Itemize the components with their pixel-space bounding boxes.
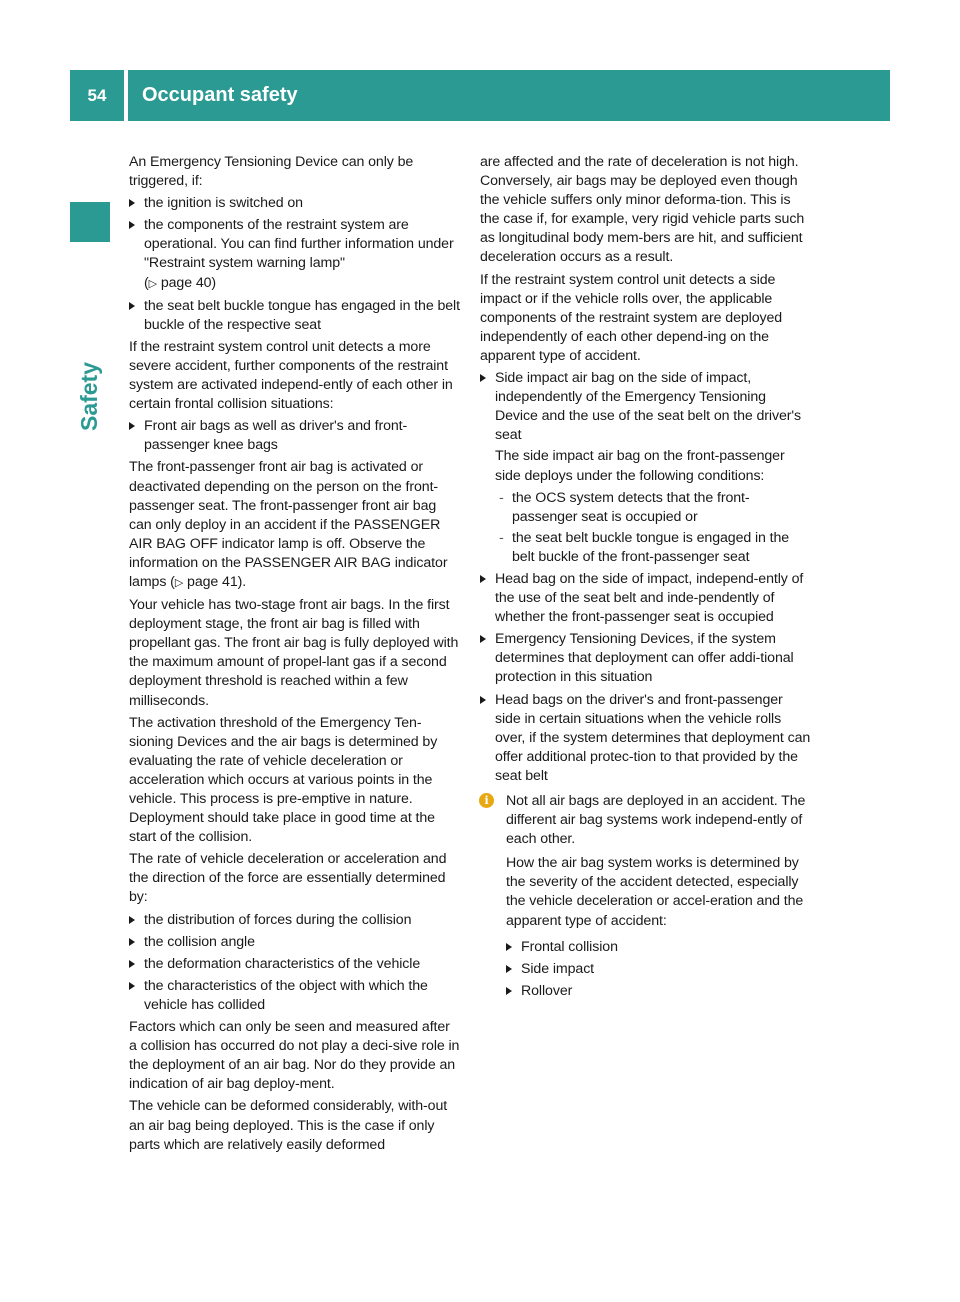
bullet-item: the seat belt buckle tongue has engaged in the belt buckle of the respective seat [129, 297, 461, 335]
page-ref-arrow-icon: ▷ [148, 277, 157, 290]
page-reference-link[interactable]: page 40) [160, 274, 217, 291]
paragraph: Factors which can only be seen and measured after a collision has occurred do not play a deci-sive role in the deployment of an air bag. Nor do they provide an indication of air bag deploy-ment. [129, 1019, 460, 1093]
info-icon: i [479, 793, 494, 808]
bullet-item: the distribution of forces during the collision [129, 911, 461, 930]
right-column [480, 153, 812, 1004]
paragraph: An Emergency Tensioning Device can only be triggered, if: [129, 154, 414, 190]
bullet-item: the characteristics of the object with which the vehicle has collided [129, 977, 461, 1015]
bullet-subtext: The side impact air bag on the front-passenger side deploys under the following conditions: [495, 448, 785, 484]
bullet-item: Head bag on the side of impact, independ-ently of the use of the seat belt and inde-pendently of whether the front-passenger seat is occupied [480, 570, 812, 627]
paragraph: Your vehicle has two-stage front air bags. In the first deployment stage, the front air bag is filled with propellant gas. The front air bag is fully deployed with the maximum amount of propel-lant gas if a second deployment threshold is reached within a few milliseconds. [129, 597, 459, 709]
bullet-item: the components of the restraint system are operational. You can find further information under "Restraint system warning lamp" (▷ page 40) [129, 216, 461, 293]
info-bullet-item: Rollover [506, 982, 812, 1001]
left-column [129, 153, 461, 1158]
page-number: 54 [70, 70, 124, 121]
bullet-item: Emergency Tensioning Devices, if the system determines that deployment can offer addi-tional protection in this situation [480, 630, 812, 687]
bullet-item: the deformation characteristics of the vehicle [129, 955, 461, 974]
dash-item: - the OCS system detects that the front-passenger seat is occupied or [480, 489, 812, 527]
section-title: Occupant safety [128, 70, 890, 121]
paragraph: If the restraint system control unit detects a side impact or if the vehicle rolls over, the applicable components of the restraint system are deployed independently of each other depend-ing on the apparent type of accident. [480, 271, 783, 364]
bullet-item: Front air bags as well as driver's and front-passenger knee bags [129, 417, 461, 455]
info-bullet-item: Side impact [506, 960, 812, 979]
paragraph: The front-passenger front air bag is activated or deactivated depending on the person on the front-passenger seat. The front-passenger front air bag can only deploy in an accident if the PASSENGER AIR BAG OFF indicator lamp is off. Observe the information on the PASSENGER AIR BAG indicator lamps (▷ page 41). [129, 459, 448, 590]
bullet-item: the ignition is switched on [129, 194, 461, 213]
info-note [480, 792, 812, 1001]
side-tab-marker [70, 202, 110, 242]
page-ref-arrow-icon: ▷ [174, 576, 184, 589]
page-reference-link[interactable]: page 41). [187, 573, 247, 590]
info-paragraph: Not all air bags are deployed in an accident. The different air bag systems work independ-ently of each other. [506, 793, 806, 848]
bullet-item: Side impact air bag on the side of impact, independently of the Emergency Tensioning Device and the use of the seat belt on the driver's seat The side impact air bag on the front-passenger side deploys under the following conditions: [480, 369, 812, 486]
paragraph: The activation threshold of the Emergency Ten-sioning Devices and the air bags is determined by evaluating the rate of vehicle deceleration or acceleration which occurs at various points in the vehicle. This process is pre-emptive in nature. Deployment should take place in good time at the start of the collision. [129, 714, 438, 846]
bullet-item: the collision angle [129, 933, 461, 952]
paragraph: The rate of vehicle deceleration or acceleration and the direction of the force are essentially determined by: [129, 851, 447, 906]
side-tab-label: Safety [76, 361, 103, 431]
paragraph: The vehicle can be deformed considerably, with-out an air bag being deployed. This is the case if only parts which are relatively easily deformed [129, 1098, 448, 1153]
dash-item: - the seat belt buckle tongue is engaged in the belt buckle of the front-passenger seat [480, 529, 812, 567]
paragraph: If the restraint system control unit detects a more severe accident, further components of the restraint system are activated independ-ently of each other in certain frontal collision situations: [129, 338, 453, 413]
paragraph: are affected and the rate of deceleration is not high. Conversely, air bags may be deployed even though the vehicle suffers only minor deforma-tion. This is the case if, for example, very rigid vehicle parts such as longitudinal body mem-bers are hit, and sufficient deceleration occurs as a result. [480, 154, 805, 266]
info-bullet-item: Frontal collision [506, 938, 812, 957]
bullet-item: Head bags on the driver's and front-passenger side in certain situations when the vehicle rolls over, if the system determines that deployment can offer additional protec-tion to that provided by the seat belt [480, 691, 812, 786]
info-paragraph: How the air bag system works is determined by the severity of the accident detected, especially the vehicle deceleration or accel-eration and the apparent type of accident: [506, 855, 804, 929]
